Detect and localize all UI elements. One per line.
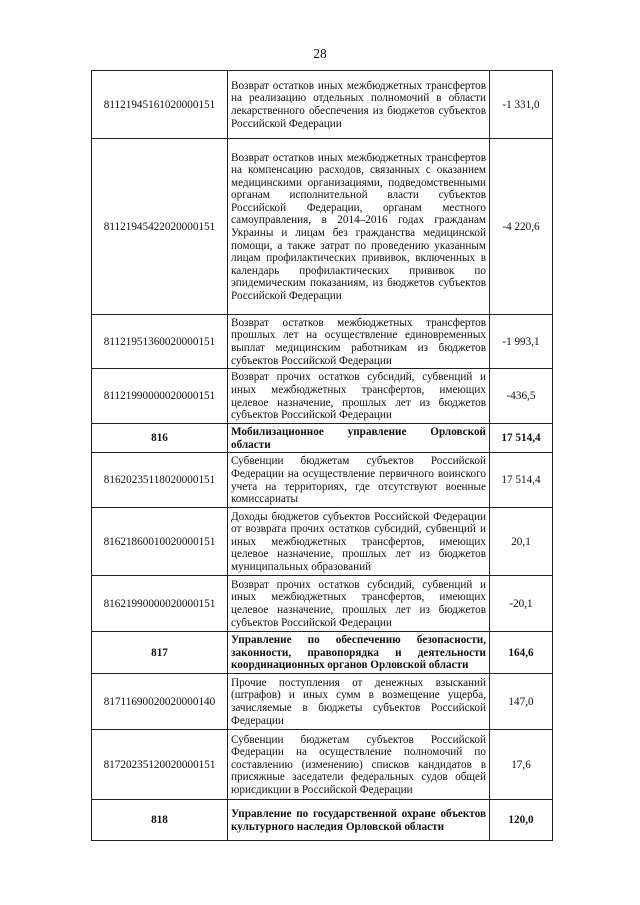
description-cell: Возврат прочих остатков субсидий, субвенций и иных межбюджетных трансфертов, имеющих целевое назначение, прошлых лет из бюджетов субъектов Российской Федерации: [228, 369, 490, 424]
amount-cell: -1 331,0: [490, 71, 553, 139]
budget-code-cell: 81121945161020000151: [92, 71, 228, 139]
budget-code-cell: 81720235120020000151: [92, 730, 228, 800]
table-row: [92, 730, 553, 800]
budget-code-cell: 81121990000020000151: [92, 369, 228, 424]
description-cell: Субвенции бюджетам субъектов Российской Федерации на осуществление первичного воинского учета на территориях, где отсутствуют военные комиссариаты: [228, 453, 490, 508]
table-row: [92, 71, 553, 139]
amount-cell: 147,0: [490, 674, 553, 730]
table-row-department: [92, 800, 553, 841]
description-cell: Возврат прочих остатков субсидий, субвенций и иных межбюджетных трансфертов, имеющих целевое назначение, прошлых лет из бюджетов субъектов Российской Федерации: [228, 576, 490, 632]
description-cell: Возврат остатков межбюджетных трансфертов прошлых лет на осуществление единовременных выплат медицинским работникам из бюджетов субъектов Российской Федерации: [228, 315, 490, 369]
description-cell: Возврат остатков иных межбюджетных трансфертов на компенсацию расходов, связанных с оказанием медицинскими организациями, подведомственными органам исполнительной власти субъектов Российской Федерации, органам местного самоуправления, в 2014–2016 годах гражданам Украины и лицам без гражданства медицинской помощи, а также затрат по проведению указанным лицам профилактических прививок, включенных в календарь профилактических прививок по эпидемическим показаниям, из бюджетов субъектов Российской Федерации: [228, 139, 490, 315]
budget-code-cell: 81620235118020000151: [92, 453, 228, 508]
department-code-cell: 817: [92, 632, 228, 674]
department-code-cell: 816: [92, 424, 228, 453]
department-total-cell: 164,6: [490, 632, 553, 674]
amount-cell: 17,6: [490, 730, 553, 800]
table-row: [92, 576, 553, 632]
budget-code-cell: 81621990000020000151: [92, 576, 228, 632]
description-cell: Прочие поступления от денежных взысканий (штрафов) и иных сумм в возмещение ущерба, зачисляемые в бюджеты субъектов Российской Федерации: [228, 674, 490, 730]
table-row: [92, 369, 553, 424]
budget-code-cell: 81121951360020000151: [92, 315, 228, 369]
table-row: [92, 674, 553, 730]
description-cell: Субвенции бюджетам субъектов Российской Федерации на осуществление полномочий по составлению (изменению) списков кандидатов в присяжные заседатели федеральных судов общей юрисдикции в Российской Федерации: [228, 730, 490, 800]
budget-code-cell: 81711690020020000140: [92, 674, 228, 730]
department-name-cell: Управление по государственной охране объектов культурного наследия Орловской области: [228, 800, 490, 841]
budget-code-cell: 81621860010020000151: [92, 508, 228, 576]
table-row-department: [92, 424, 553, 453]
table-row: [92, 508, 553, 576]
amount-cell: 17 514,4: [490, 453, 553, 508]
amount-cell: -1 993,1: [490, 315, 553, 369]
amount-cell: -20,1: [490, 576, 553, 632]
amount-cell: -436,5: [490, 369, 553, 424]
amount-cell: 20,1: [490, 508, 553, 576]
department-total-cell: 17 514,4: [490, 424, 553, 453]
table-row-department: [92, 632, 553, 674]
amount-cell: -4 220,6: [490, 139, 553, 315]
description-cell: Возврат остатков иных межбюджетных трансфертов на реализацию отдельных полномочий в области лекарственного обеспечения из бюджетов субъектов Российской Федерации: [228, 71, 490, 139]
department-total-cell: 120,0: [490, 800, 553, 841]
description-cell: Доходы бюджетов субъектов Российской Федерации от возврата прочих остатков субсидий, субвенций и иных межбюджетных трансфертов, имеющих целевое назначение, прошлых лет из бюджетов муниципальных образований: [228, 508, 490, 576]
department-name-cell: Мобилизационное управление Орловской области: [228, 424, 490, 453]
budget-revenue-table: [91, 70, 553, 841]
table-row: [92, 453, 553, 508]
table-row: [92, 315, 553, 369]
page-number: 28: [313, 46, 327, 61]
department-name-cell: Управление по обеспечению безопасности, законности, правопорядка и деятельности координационных органов Орловской области: [228, 632, 490, 674]
table-row: [92, 139, 553, 315]
budget-code-cell: 81121945422020000151: [92, 139, 228, 315]
department-code-cell: 818: [92, 800, 228, 841]
